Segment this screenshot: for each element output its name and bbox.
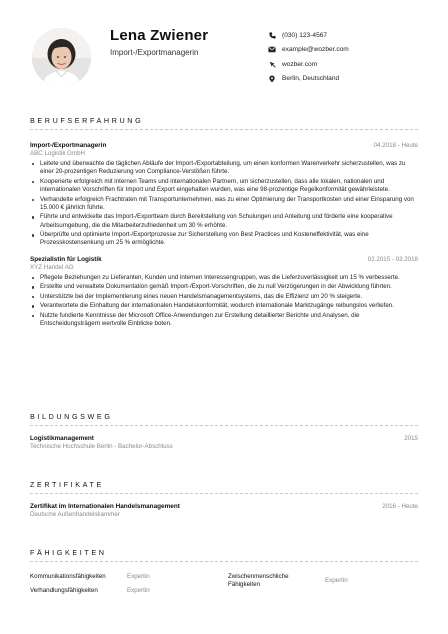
profile-photo [32,28,91,87]
section-divider [30,561,418,562]
contact-email-text: example@wozber.com [282,46,349,53]
email-icon [268,46,276,54]
phone-icon [268,31,276,39]
skills-section [30,548,418,600]
section-divider [30,425,418,426]
degree-title: Logistikmanagement [30,435,94,442]
job-bullets [30,160,418,248]
job-bullet: Erstellte und verwaltete Dokumentation gemäß Import-/Export-Vorschriften, die zu null Verzögerungen in der Abwicklung führten. [40,283,418,291]
job-bullet: Verantwortete die Einhaltung der internationalen Handelskonformität, wodurch internationale Marktzugänge reibungslos verliefen. [40,302,418,310]
certificate-issuer: Deutsche Außenhandelskammer [30,511,120,518]
certificate-dates: 2016 - Heute [382,503,418,510]
education-entry [30,435,418,451]
job-bullet: Unterstützte bei der Implementierung eines neuen Handelsmanagementsystems, das die Effizienz um 20 % steigerte. [40,293,418,301]
skill-level: Expertin [127,573,150,580]
contact-location-text: Berlin, Deutschland [282,75,340,82]
skill-name: Kommunikationsfähigkeiten [30,573,106,580]
section-divider [30,129,418,130]
skill-name: Zwischenmenschliche Fähigkeiten [228,573,289,588]
education-section [30,412,418,451]
job-dates: 04.2018 - Heute [373,142,418,149]
job-company: XYZ Handel AG [30,263,74,271]
certificates-heading: ZERTIFIKATE [30,480,104,489]
job-dates: 02.2015 - 03.2018 [367,255,418,263]
job-bullets [30,274,418,329]
job-title: Spezialistin für Logistik [30,255,102,263]
job-bullet: Führte und entwickelte das Import-/Exportteam durch Bereitstellung von Schulungen und Anleitung und förderte eine kooperative Arbeitsumgebung, die die Mitarbeiterzufriedenheit um 30 % erhöhte. [40,213,418,230]
location-icon [268,75,276,83]
school-name: Technische Hochschule Berlin - Bachelor-Abschluss [30,443,173,450]
skill-level: Expertin [127,587,150,594]
education-heading: BILDUNGSWEG [30,412,113,421]
contact-email[interactable] [268,43,349,57]
candidate-name: Lena Zwiener [110,27,209,44]
skill-level: Expertin [325,577,348,584]
job-entry [30,142,418,248]
contact-website[interactable] [268,57,349,71]
contact-list [268,28,349,86]
section-divider [30,493,418,494]
candidate-title: Import-/Exportmanagerin [110,48,199,57]
job-company: ABC Logistik GmbH [30,150,86,157]
link-icon [268,60,276,68]
education-dates: 2015 [404,435,418,442]
skills-heading: FÄHIGKEITEN [30,548,107,557]
job-bullet: Pflegete Beziehungen zu Lieferanten, Kunden und internen Interessengruppen, was die Lieferzuverlässigkeit um 15 % verbesserte. [40,274,418,282]
skills-grid [30,570,418,600]
certificate-entry [30,503,418,519]
certificates-section [30,480,418,519]
job-bullet: Kooperierte erfolgreich mit internen Teams und internationalen Partnern, um sicherzustellen, dass alle lokalen, nationalen und internationalen Vorschriften für Import und Export eingehalten wurden, was eine 98-prozentige Regelkonformität gewährleistete. [40,178,418,195]
skill-name: Verhandlungsfähigkeiten [30,587,98,594]
job-bullet: Nutzte fundierte Kenntnisse der Microsoft Office-Anwendungen zur Erstellung detaillierter Berichte und Analysen, die Entscheidungsträgern wertvolle Einblicke boten. [40,312,418,329]
portrait-image [32,28,91,87]
contact-phone-text: (030) 123-4567 [282,31,328,39]
contact-website-text: wozber.com [282,60,318,68]
contact-location [268,72,349,86]
job-entry [30,256,418,329]
job-bullet: Überprüfte und optimierte Import-/Exportprozesse zur Sicherstellung von Best Practices und Kosteneffektivität, was eine Prozesskostensenkung um 25 % ermöglichte. [40,231,418,248]
experience-section [30,116,418,329]
contact-phone[interactable] [268,28,349,42]
certificate-title: Zertifikat im Internationalen Handelsmanagement [30,503,180,510]
job-bullet: Leitete und überwachte die täglichen Abläufe der Import-/Exportabteilung, um einen konformen Warenverkehr sicherzustellen, was zu einer 20-prozentigen Reduzierung von Compliance-Verstößen führte. [40,160,418,177]
job-bullet: Verhandelte erfolgreich Frachtraten mit Transportunternehmen, was zu einer Optimierung der Transportkosten und einer Einsparung von 15.000 € jährlich führte. [40,196,418,213]
experience-heading: BERUFSERFAHRUNG [30,116,144,125]
job-title: Import-/Exportmanagerin [30,142,107,149]
